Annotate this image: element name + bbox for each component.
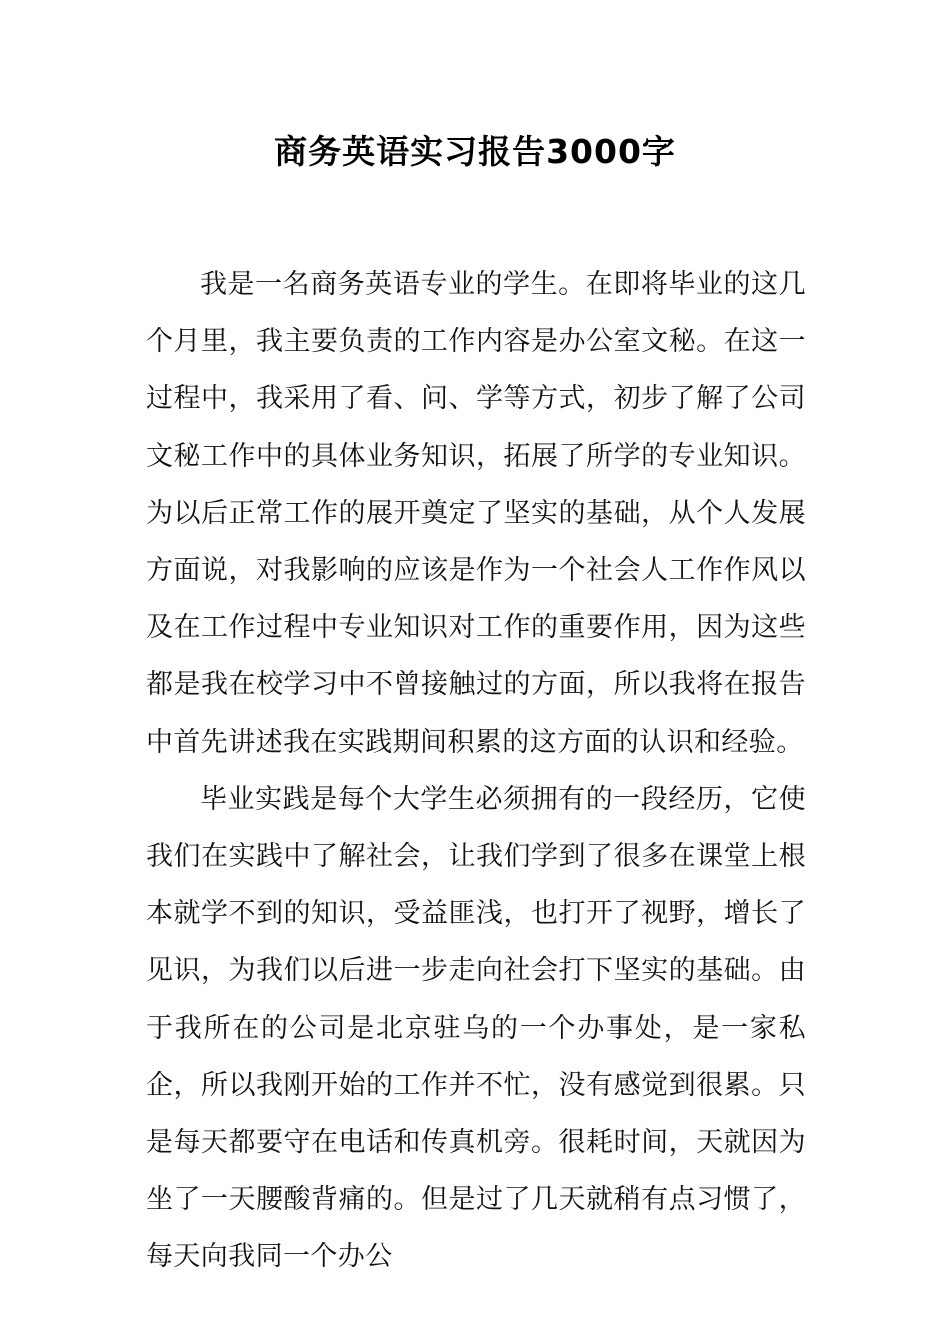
page-title: 商务英语实习报告3000字 bbox=[274, 132, 676, 171]
paragraph-2: 毕业实践是每个大学生必须拥有的一段经历，它使我们在实践中了解社会，让我们学到了很多在课堂上根本就学不到的知识，受益匪浅，也打开了视野，增长了见识，为我们以后进一步走向社会打下坚实的基础。由于我所在的公司是北京驻乌的一个办事处，是一家私企，所以我刚开始的工作并不忙，没有感觉到很累。只是每天都要守在电话和传真机旁。很耗时间，天就因为坐了一天腰酸背痛的。但是过了几天就稍有点习惯了，每天向我同一个办公 bbox=[146, 783, 806, 1273]
paragraph-1: 我是一名商务英语专业的学生。在即将毕业的这几个月里，我主要负责的工作内容是办公室文秘。在这一过程中，我采用了看、问、学等方式，初步了解了公司文秘工作中的具体业务知识，拓展了所学的专业知识。为以后正常工作的展开奠定了坚实的基础，从个人发展方面说，对我影响的应该是作为一个社会人工作作风以及在工作过程中专业知识对工作的重要作用，因为这些都是我在校学习中不曾接触过的方面，所以我将在报告中首先讲述我在实践期间积累的这方面的认识和经验。 bbox=[146, 269, 806, 758]
document-body bbox=[146, 256, 806, 1286]
